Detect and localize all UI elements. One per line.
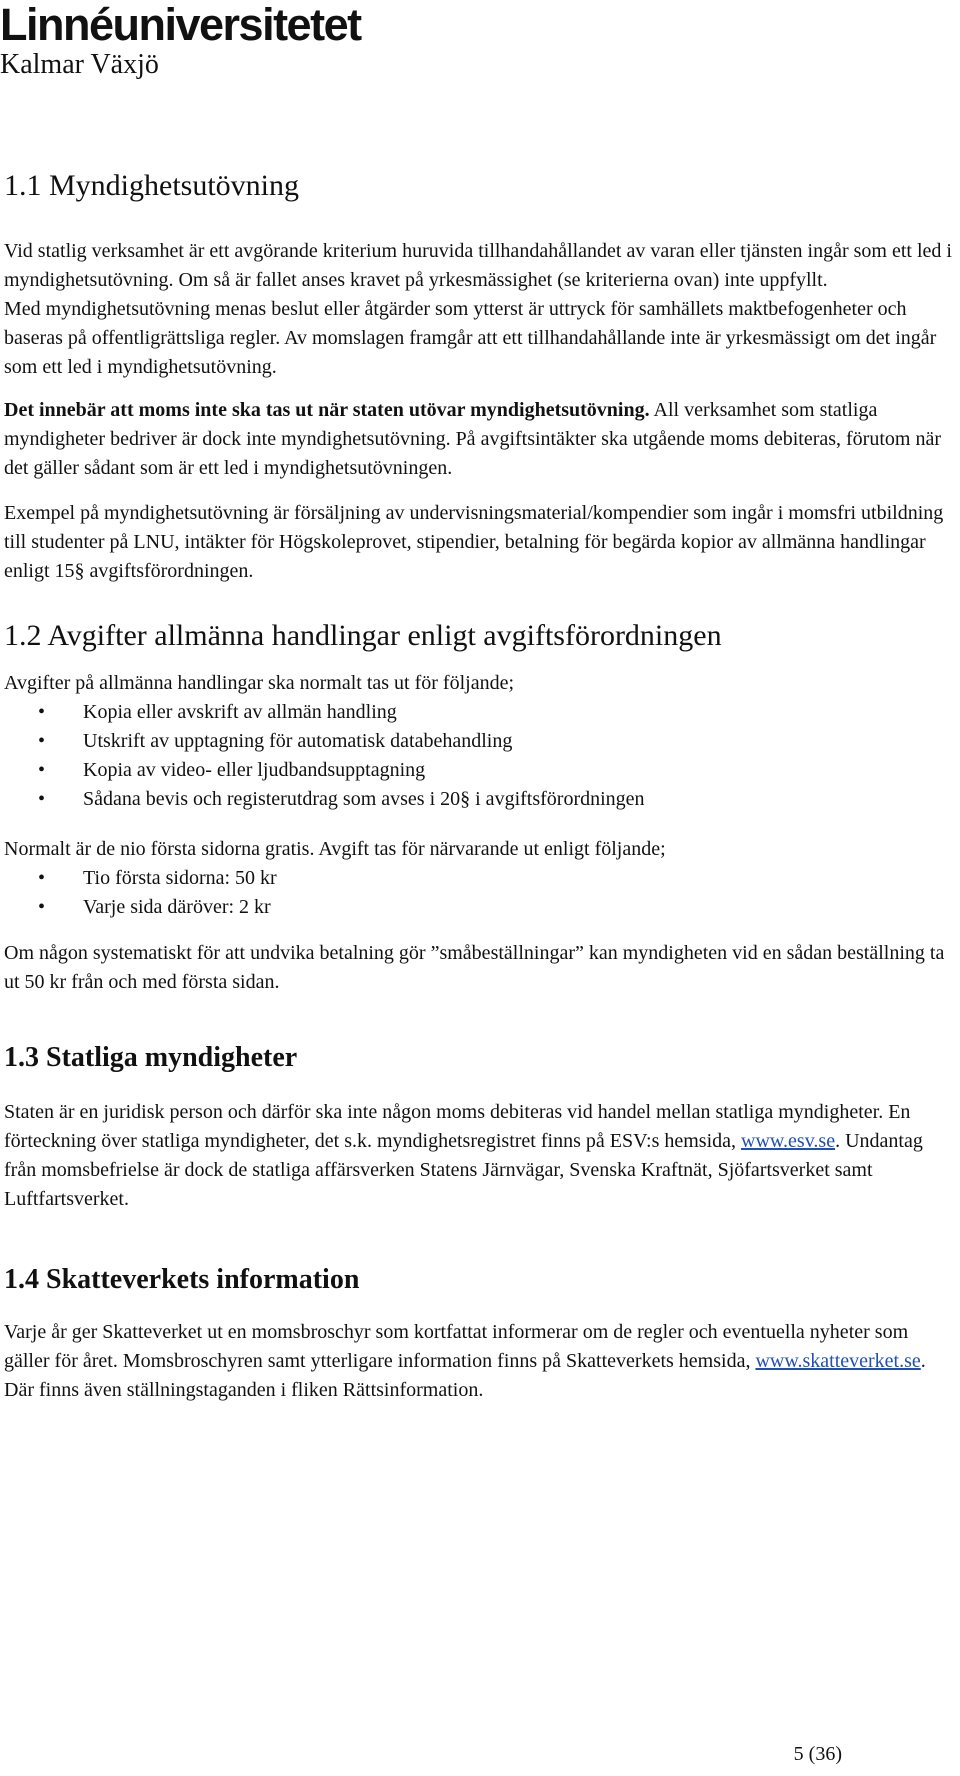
list-item-text: Sådana bevis och registerutdrag som avses i 20§ i avgiftsförordningen — [83, 788, 645, 810]
section-heading: 1.1 Myndighetsutövning — [4, 169, 300, 202]
page-number: 5 (36) — [793, 1743, 842, 1765]
bullet-icon: • — [38, 896, 46, 918]
paragraph: Avgifter på allmänna handlingar ska normalt tas ut för följande; — [4, 672, 515, 694]
list-item — [4, 698, 956, 727]
paragraph-text: Med myndighetsutövning menas beslut eller åtgärder som ytterst är uttryck för samhällets maktbefogenheter och baseras på offentligrättsliga regler. — [4, 298, 907, 349]
paragraph: Normalt är de nio första sidorna gratis. Avgift tas för närvarande ut enligt följande; — [4, 838, 666, 860]
list-item-text: Utskrift av upptagning för automatisk databehandling — [83, 730, 513, 752]
list-item — [4, 727, 956, 756]
paragraph-text: . Där finns även ställningstaganden i fliken Rättsinformation. — [4, 1350, 926, 1401]
document-body — [4, 168, 956, 1405]
list-item — [4, 756, 956, 785]
bullet-icon: • — [38, 788, 46, 810]
paragraph: Om någon systematiskt för att undvika betalning gör ”småbeställningar” kan myndigheten vid en sådan beställning ta ut 50 kr från och med första sidan. — [4, 942, 945, 993]
paragraph — [4, 396, 956, 483]
paragraph-text: All verksamhet som statliga myndigheter bedriver är dock inte myndighetsutövning. På avgiftsintäkter ska utgående moms debiteras, förutom när det gäller sådant som är ett led i myndighetsutövningen. — [4, 399, 941, 479]
paragraph — [4, 1098, 956, 1214]
emphasis-text: Det innebär att moms inte ska tas ut när staten utövar myndighetsutövning. — [4, 399, 650, 421]
bullet-icon: • — [38, 701, 46, 723]
paragraph — [4, 1318, 956, 1405]
paragraph: Vid statlig verksamhet är ett avgörande kriterium huruvida tillhandahållandet av varan eller tjänsten ingår som ett led i myndighetsutövning. Om så är fallet anses kravet på yrkesmässighet (se kriterierna ovan) inte uppfyllt. — [4, 240, 952, 291]
paragraph-text: Av momslagen framgår att ett tillhandahållande inte är yrkesmässigt om det ingår som ett led i myndighetsutövning. — [4, 327, 937, 378]
list-item — [4, 785, 956, 814]
paragraph: Exempel på myndighetsutövning är försäljning av undervisningsmaterial/kompendier som ingår i momsfri utbildning till studenter på LNU, intäkter för Högskoleprovet, stipendier, betalning för begärda kopior av allmänna handlingar enligt 15§ avgiftsförordningen. — [4, 502, 944, 582]
section-avgifter — [4, 618, 956, 997]
bullet-icon: • — [38, 759, 46, 781]
section-statliga-myndigheter — [4, 1040, 956, 1214]
bullet-list — [4, 698, 956, 814]
esv-link[interactable]: www.esv.se — [741, 1130, 836, 1152]
list-item-text: Tio första sidorna: 50 kr — [83, 867, 277, 889]
section-heading: 1.4 Skatteverkets information — [4, 1264, 360, 1295]
list-item-text: Kopia av video- eller ljudbandsupptagning — [83, 759, 426, 781]
list-item — [4, 893, 956, 922]
section-heading: 1.2 Avgifter allmänna handlingar enligt avgiftsförordningen — [4, 619, 722, 652]
bullet-list — [4, 864, 956, 922]
bullet-icon: • — [38, 730, 46, 752]
list-item — [4, 864, 956, 893]
skatteverket-link[interactable]: www.skatteverket.se — [755, 1350, 921, 1372]
bullet-icon: • — [38, 867, 46, 889]
paragraph-text: Varje år ger Skatteverket ut en momsbroschyr som kortfattat informerar om de regler och eventuella nyheter som gäller för året. Momsbroschyren samt ytterligare information finns på Skatteverkets hemsida, — [4, 1321, 909, 1372]
university-logo — [0, 2, 361, 81]
paragraph-text: . Undantag från momsbefrielse är dock de statliga affärsverken Statens Järnvägar, Svenska Kraftnät, Sjöfartsverket samt Luftfartsverket. — [4, 1130, 923, 1210]
list-item-text: Kopia eller avskrift av allmän handling — [83, 701, 397, 723]
logo-wordmark: Linnéuniversitetet — [0, 0, 361, 50]
section-heading: 1.3 Statliga myndigheter — [4, 1042, 298, 1073]
logo-subtitle: Kalmar Växjö — [0, 49, 159, 80]
paragraph-text: Staten är en juridisk person och därför ska inte någon moms debiteras vid handel mellan statliga myndigheter. En förteckning över statliga myndigheter, det s.k. myndighetsregistret finns på ESV:s hemsida, — [4, 1101, 911, 1152]
list-item-text: Varje sida däröver: 2 kr — [83, 896, 271, 918]
paragraph — [4, 295, 956, 382]
section-myndighetsutovning — [4, 168, 956, 586]
section-skatteverkets-information — [4, 1262, 956, 1405]
